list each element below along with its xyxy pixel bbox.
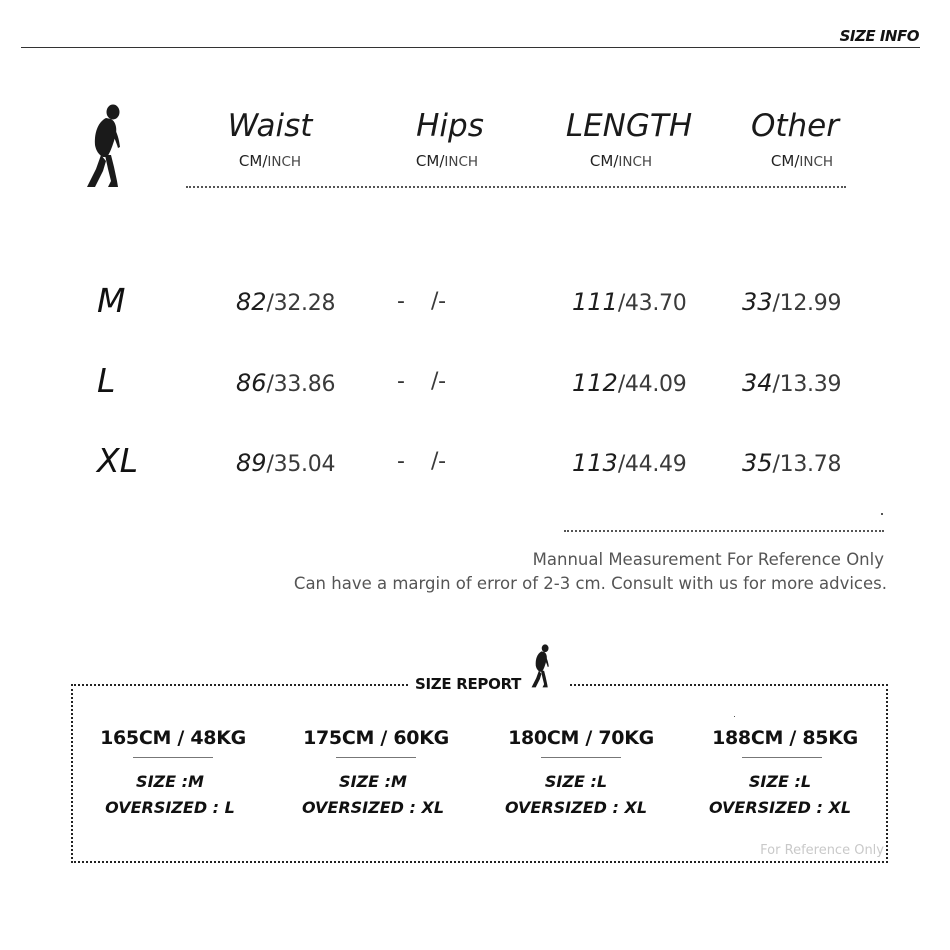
stray-dot bbox=[734, 716, 735, 717]
report-underline bbox=[541, 757, 621, 758]
margin-note: Can have a margin of error of 2-3 cm. Consult with us for more advices. bbox=[293, 574, 887, 593]
cell-other bbox=[742, 288, 841, 316]
cell-waist bbox=[236, 369, 335, 397]
unit-inch: INCH bbox=[444, 154, 479, 170]
value-cm: 33 bbox=[742, 288, 773, 316]
value-cm: 89 bbox=[236, 449, 267, 477]
cell-waist bbox=[236, 449, 335, 477]
unit-separator: / bbox=[613, 152, 619, 170]
value-cm: 113 bbox=[572, 449, 618, 477]
unit-separator: / bbox=[794, 152, 800, 170]
value-cm: - bbox=[397, 449, 405, 474]
column-unit-waist bbox=[180, 152, 360, 170]
unit-cm: CM bbox=[238, 152, 263, 170]
unit-cm: CM bbox=[589, 152, 614, 170]
reference-note: For Reference Only bbox=[760, 843, 884, 858]
value-inch: /12.99 bbox=[772, 291, 842, 316]
cell-hips bbox=[397, 449, 446, 474]
column-header-hips: Hips bbox=[416, 108, 484, 144]
value-cm: 82 bbox=[236, 288, 267, 316]
value-cm: 86 bbox=[236, 369, 267, 397]
size-label-m: M bbox=[97, 281, 126, 320]
unit-cm: CM bbox=[415, 152, 440, 170]
value-cm: 34 bbox=[742, 369, 773, 397]
report-underline bbox=[133, 757, 213, 758]
value-inch: /- bbox=[430, 369, 446, 394]
value-inch: /32.28 bbox=[266, 291, 336, 316]
value-inch: /13.78 bbox=[772, 452, 842, 477]
value-inch: /33.86 bbox=[266, 372, 336, 397]
report-body-measure: 165CM / 48KG bbox=[100, 727, 246, 749]
value-inch: /43.70 bbox=[617, 291, 687, 316]
report-body-measure: 175CM / 60KG bbox=[303, 727, 449, 749]
measurement-note: Mannual Measurement For Reference Only bbox=[532, 550, 884, 569]
cell-hips bbox=[397, 289, 446, 314]
column-header-other: Other bbox=[750, 108, 840, 144]
value-inch: /44.09 bbox=[617, 372, 687, 397]
dotted-divider bbox=[186, 186, 846, 188]
value-inch: /44.49 bbox=[617, 452, 687, 477]
column-unit-length bbox=[531, 152, 711, 170]
column-unit-hips bbox=[357, 152, 537, 170]
report-oversized: OVERSIZED : XL bbox=[301, 798, 445, 817]
value-inch: /13.39 bbox=[772, 372, 842, 397]
unit-inch: INCH bbox=[267, 154, 302, 170]
value-inch: /- bbox=[430, 449, 446, 474]
column-header-waist: Waist bbox=[227, 108, 313, 144]
report-underline bbox=[336, 757, 416, 758]
page-title: SIZE INFO bbox=[839, 27, 919, 45]
unit-separator: / bbox=[439, 152, 445, 170]
value-cm: 35 bbox=[742, 449, 773, 477]
report-size: SIZE :M bbox=[136, 772, 204, 791]
cell-other bbox=[742, 449, 841, 477]
column-unit-other bbox=[712, 152, 892, 170]
report-body-measure: 180CM / 70KG bbox=[508, 727, 654, 749]
stray-dot bbox=[881, 513, 883, 515]
report-size: SIZE :M bbox=[339, 772, 407, 791]
walking-person-icon bbox=[84, 103, 130, 189]
report-oversized: OVERSIZED : XL bbox=[504, 798, 648, 817]
report-body-measure: 188CM / 85KG bbox=[712, 727, 858, 749]
walking-person-icon bbox=[530, 641, 554, 691]
dotted-divider bbox=[564, 530, 884, 532]
cell-waist bbox=[236, 288, 335, 316]
cell-length bbox=[572, 369, 686, 397]
report-oversized: OVERSIZED : L bbox=[105, 798, 235, 817]
cell-length bbox=[572, 449, 686, 477]
cell-length bbox=[572, 288, 686, 316]
value-cm: - bbox=[397, 369, 405, 394]
value-cm: - bbox=[397, 289, 405, 314]
size-label-xl: XL bbox=[97, 441, 138, 480]
report-underline bbox=[742, 757, 822, 758]
size-report-title: SIZE REPORT bbox=[415, 675, 522, 693]
header-divider bbox=[21, 47, 920, 48]
unit-inch: INCH bbox=[618, 154, 653, 170]
value-cm: 112 bbox=[572, 369, 618, 397]
report-size: SIZE :L bbox=[748, 772, 812, 791]
value-inch: /35.04 bbox=[266, 452, 336, 477]
cell-hips bbox=[397, 369, 446, 394]
column-header-length: LENGTH bbox=[565, 108, 693, 144]
report-oversized: OVERSIZED : XL bbox=[708, 798, 852, 817]
unit-inch: INCH bbox=[799, 154, 834, 170]
size-label-l: L bbox=[97, 361, 116, 400]
value-inch: /- bbox=[430, 289, 446, 314]
cell-other bbox=[742, 369, 841, 397]
value-cm: 111 bbox=[572, 288, 618, 316]
unit-separator: / bbox=[262, 152, 268, 170]
report-size: SIZE :L bbox=[544, 772, 608, 791]
unit-cm: CM bbox=[770, 152, 795, 170]
